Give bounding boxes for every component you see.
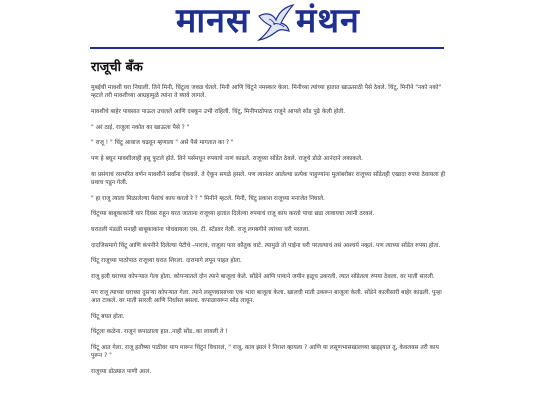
paragraph: मावशीचे बाहेर पावसात पाऊल उचलले आणि दबकून उभी राहिली. चिंटू, मिनीपाठोपाठ राजूने आपले सोंड पुढे केली होती. <box>91 108 346 115</box>
paragraph: घरातली मंडळी मनाही बाबूकाकांना पोचवायला एस. टी. स्टॅंडवर गेली. राजू लगबगीने त्यांच्या घरी परतला. <box>91 227 310 234</box>
paragraph: मग राजू त्याच्या घराच्या दुसऱ्या कोपऱ्यात गेला. त्याने लसूणघासाच्या एक भारा बाजूला केला. खालची माती उकरून बाजूला केली. सोंडेने कालीसारी बाहेर काढली. पुन्हा आत टाकले. वर माती सारली आणि निर्धास्त बसला. कपाळावरून सोंड लावून. <box>91 289 442 305</box>
site-title-left[interactable]: मानस <box>176 1 250 41</box>
masthead <box>0 0 540 48</box>
header-divider <box>90 47 444 49</box>
bird-icon <box>255 2 295 42</box>
paragraph: या प्रसंगाचं रसभरित वर्णन मावशीने सर्वांना ऐकवले. ते ऐकून सगळे हसले. पण त्यानंतर आलेल्या प्रत्येक पाहुण्यांना मुलांबरोबर राजूच्या सोंडेतही एखादा रुपया ठेवायला ही प्रथाच पडून गेली. <box>91 171 446 186</box>
article <box>91 60 447 384</box>
article-title: राजूची बॅंक <box>91 60 143 75</box>
paragraph: चिंटू आत गेला. राजू हतौष्या पाठीवर थाप मारून चिंटूनं विचारलं, " राजू, काय झालं रे निराश व्हायला ? आणि या लसूणभासखालच्या खड्ड्यात तू, केवलवस तरी काय पुरून ? " <box>91 345 439 360</box>
paragraph: " अरं ठाई, राजूला नकोत का खाऊला पैसे ? " <box>91 124 190 131</box>
paragraph: चिंटूच्या बाबूकाकांनी चार दिवस राहून घरत जाताना राजूच्या हातात दिलेल्या रुपयाचं राजू काय करतो पाचा छडा लावायचा त्यांनी ठरवलं. <box>91 211 375 218</box>
paragraph: चिंटू बघत होता. <box>91 313 125 320</box>
paragraph: चिंटू राजूच्या पाठोपाठ राजूच्या घरात शिरला. दारामागे लपून पाहत होता. <box>91 258 242 265</box>
paragraph: राजू हली घराच्या कोपऱ्यात गेला होता. कोपऱ्यातले दोन त्याने बाजूला केले. सोंडेने आणि पायाने जमीन हळूच उकरली. त्यात सोंडेतला रुपया ठेवला. वर माती सारली. <box>91 274 435 281</box>
paragraph: " हा राजू त्याला मिळालेल्या पैशांचं काय करतो रे ? " मिनीने म्हटले. मिनी, चिंटू प्रकाश राजूच्या मनाजेत निघाले. <box>91 195 325 202</box>
site-title-right[interactable]: मंथन <box>296 1 360 41</box>
paragraph: राजूच्या डोळ्यात पाणी आलं. <box>91 369 152 376</box>
paragraph: पण हे बघून मावशीलाही हसू फुटले होते. तिने पर्समधून रुपयाचे नाणं काढले. राजूच्या सोंडेत ठेवले. राजूचे डोळे आनंदाने लकाकले. <box>91 156 363 163</box>
paragraph: मुबईची मावशी घरा निघाली. तिने मिनी, चिंटूला जवळ घेतले. मिनी आणि चिंटूने नमस्कार केला. मिनीच्या त्यांच्या हातात खाऊसाठी पैसे ठेवले. चिंटू, मिनीने "नको नको" म्हटले तरी मावशीच्या आग्रहामुळे त्यांना ते घ्यावे लागले. <box>91 85 442 100</box>
paragraph: " राजू ! " चिंटू आवाज चढवून म्हणाला " असे पैसे मागतात का ? " <box>91 140 234 147</box>
paragraph: चिंटूला कळेना. राजूनं कपाळाला हात..नाही सोंड..का लावली ते ! <box>91 329 228 336</box>
paragraph: दादजिसमागे चिंटू आणि कंपनीने दिलेल्या पेटीचे –पाराचं, राजूला फार कौतुक वाटे. त्यामुळे तो पाईना घरी परतल्याचं तसं आश्चर्य नव्हतं. पण त्याच्या सोंडेत रुपया होता. <box>91 242 441 249</box>
